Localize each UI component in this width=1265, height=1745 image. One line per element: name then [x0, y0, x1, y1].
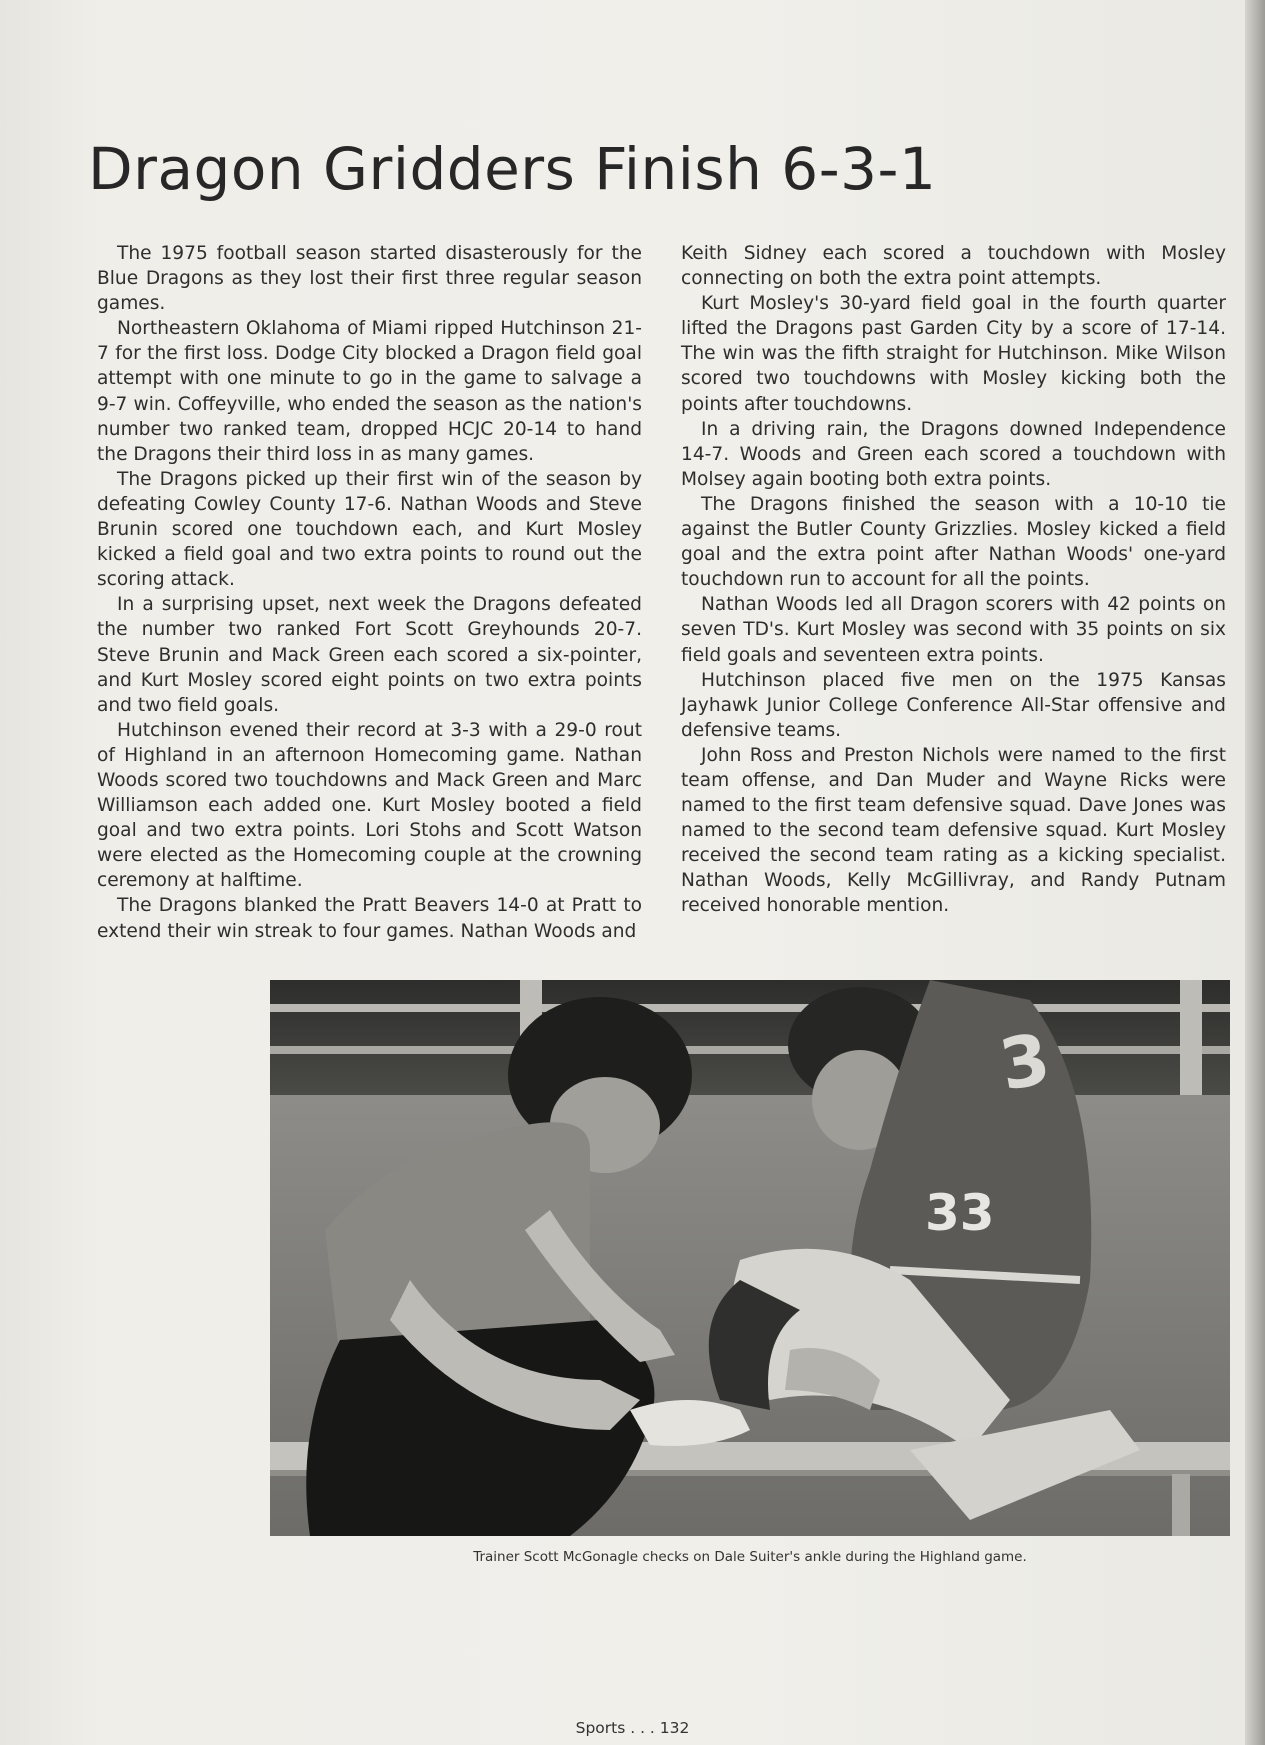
article-paragraph: Hutchinson placed five men on the 1975 Kansas Jayhawk Junior College Conference All-Star offensive and defensive teams.	[681, 669, 1226, 741]
article-paragraph: Keith Sidney each scored a touchdown with Mosley connecting on both the extra point attempts.	[681, 243, 1226, 290]
article-paragraph: Northeastern Oklahoma of Miami ripped Hutchinson 21-7 for the first loss. Dodge City blocked a Dragon field goal attempt with one minute to go in the game to salvage a 9-7 win. Coffeyville, who ended the season as the nation's number two ranked team, dropped HCJC 20-14 to hand the Dragons their third loss in as many games.	[97, 318, 642, 465]
article-paragraph: John Ross and Preston Nichols were named to the first team offense, and Dan Muder and Wayne Ricks were named to the first team defensive squad. Dave Jones was named to the second team defensive squad. Kurt Mosley received the second team rating as a kicking specialist. Nathan Woods, Kelly McGillivray, and Randy Putnam received honorable mention.	[681, 744, 1226, 917]
railing-top	[270, 1004, 1230, 1012]
article-paragraph: Hutchinson evened their record at 3-3 with a 29-0 rout of Highland in an afternoon Homecoming game. Nathan Woods scored two touchdowns and Mack Green and Marc Williamson each added one. Kurt Mosley booted a field goal and two extra points. Lori Stohs and Scott Watson were elected as the Homecoming couple at the crowning ceremony at halftime.	[97, 719, 642, 892]
bleachers	[270, 980, 1230, 1095]
article-paragraph: The Dragons picked up their first win of the season by defeating Cowley County 17-6. Nathan Woods and Steve Brunin scored one touchdown each, and Kurt Mosley kicked a field goal and two extra points to round out the scoring attack.	[97, 468, 642, 591]
page-headline: Dragon Gridders Finish 6-3-1	[88, 135, 937, 203]
railing-bottom	[270, 1046, 1230, 1054]
article-paragraph: The Dragons blanked the Pratt Beavers 14-0 at Pratt to extend their win streak to four games. Nathan Woods and	[97, 895, 642, 942]
article-column-left	[97, 241, 642, 944]
article-paragraph: In a driving rain, the Dragons downed Independence 14-7. Woods and Green each scored a touchdown with Molsey again booting both extra points.	[681, 418, 1226, 490]
article-paragraph: Kurt Mosley's 30-yard field goal in the fourth quarter lifted the Dragons past Garden City by a score of 17-14. The win was the fifth straight for Hutchinson. Mike Wilson scored two touchdowns with Mosley kicking both the points after touchdowns.	[681, 293, 1226, 415]
bench-leg	[1172, 1474, 1190, 1536]
article-paragraph: The 1975 football season started disasterously for the Blue Dragons as they lost their first three regular season games.	[97, 243, 642, 315]
article-paragraph: The Dragons finished the season with a 10-10 tie against the Butler County Grizzlies. Mosley kicked a field goal and the extra point after Nathan Woods' one-yard touchdown run to account for all the points.	[681, 493, 1226, 591]
sports-photo	[270, 980, 1230, 1536]
article-paragraph: Nathan Woods led all Dragon scorers with 42 points on seven TD's. Kurt Mosley was second with 35 points on six field goals and seventeen extra points.	[681, 594, 1226, 666]
jersey-number: 33	[925, 1184, 995, 1242]
photo-illustration	[270, 980, 1230, 1536]
photo-caption: Trainer Scott McGonagle checks on Dale Suiter's ankle during the Highland game.	[473, 1549, 1027, 1565]
article-column-right	[681, 241, 1226, 919]
railing-post-right	[1180, 980, 1202, 1095]
jersey-number-shoulder: 3	[993, 1017, 1056, 1107]
article-paragraph: In a surprising upset, next week the Dragons defeated the number two ranked Fort Scott Greyhounds 20-7. Steve Brunin and Mack Green each scored a six-pointer, and Kurt Mosley scored eight points on two extra points and two field goals.	[97, 594, 642, 716]
page-folio: Sports . . . 132	[575, 1719, 690, 1737]
book-spine-shadow	[1245, 0, 1265, 1745]
